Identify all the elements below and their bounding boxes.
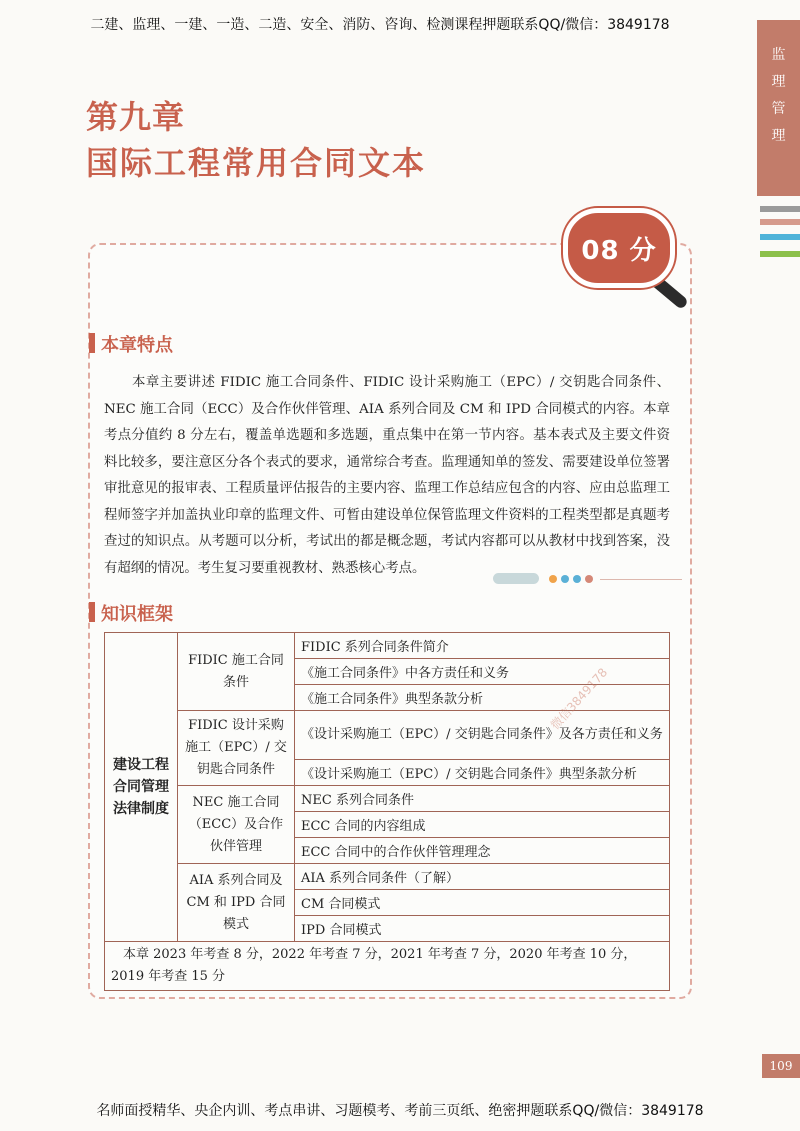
divider-line bbox=[600, 579, 682, 580]
score-badge: 08 分 bbox=[563, 208, 675, 288]
side-tab-char: 理 bbox=[771, 74, 786, 90]
framework-item: ECC 合同的内容组成 bbox=[295, 812, 670, 838]
section-marker-icon bbox=[89, 333, 95, 353]
top-banner: 二建、监理、一建、一造、二造、安全、消防、咨询、检测课程押题联系QQ/微信：3849178 bbox=[90, 17, 670, 33]
framework-group: AIA 系列合同及 CM 和 IPD 合同模式 bbox=[178, 864, 295, 942]
framework-group: NEC 施工合同（ECC）及合作伙伴管理 bbox=[178, 786, 295, 864]
dot-icon bbox=[585, 575, 593, 583]
exam-score-history: 本章 2023 年考查 8 分，2022 年考查 7 分，2021 年考查 7 分，2020 年考查 10 分，2019 年考查 15 分 bbox=[105, 942, 670, 991]
stripe-pink bbox=[760, 219, 800, 225]
side-tab-char: 管 bbox=[771, 101, 786, 117]
framework-item: ECC 合同中的合作伙伴管理理念 bbox=[295, 838, 670, 864]
features-heading: 本章特点 bbox=[101, 335, 173, 356]
chapter-title: 国际工程常用合同文本 bbox=[86, 144, 427, 182]
framework-item: 《设计采购施工（EPC）/ 交钥匙合同条件》典型条款分析 bbox=[295, 760, 670, 786]
table-row bbox=[105, 864, 670, 890]
framework-item: 《施工合同条件》典型条款分析 bbox=[295, 685, 670, 711]
table-row bbox=[105, 942, 670, 991]
framework-group: FIDIC 施工合同条件 bbox=[178, 633, 295, 711]
framework-item: IPD 合同模式 bbox=[295, 916, 670, 942]
table-row bbox=[105, 633, 670, 659]
bottom-banner: 名师面授精华、央企内训、考点串讲、习题模考、考前三页纸、绝密押题联系QQ/微信：3849178 bbox=[96, 1103, 704, 1119]
framework-item: 《设计采购施工（EPC）/ 交钥匙合同条件》及各方责任和义务 bbox=[295, 711, 670, 760]
side-tab-label bbox=[757, 42, 800, 150]
stripe-blue bbox=[760, 234, 800, 240]
table-row bbox=[105, 786, 670, 812]
framework-item: FIDIC 系列合同条件简介 bbox=[295, 633, 670, 659]
dot-icon bbox=[549, 575, 557, 583]
framework-group: FIDIC 设计采购施工（EPC）/ 交钥匙合同条件 bbox=[178, 711, 295, 786]
framework-item: AIA 系列合同条件（了解） bbox=[295, 864, 670, 890]
watermark: 微信3849178 bbox=[547, 665, 611, 733]
page-number: 109 bbox=[762, 1054, 800, 1078]
side-tab bbox=[757, 20, 800, 196]
framework-item: 《施工合同条件》中各方责任和义务 bbox=[295, 659, 670, 685]
side-tab-char: 监 bbox=[771, 47, 786, 63]
chapter-number: 第九章 bbox=[86, 98, 186, 136]
side-tab-char: 理 bbox=[771, 128, 786, 144]
framework-item: NEC 系列合同条件 bbox=[295, 786, 670, 812]
dot-icon bbox=[561, 575, 569, 583]
stripe-green bbox=[760, 251, 800, 257]
framework-heading: 知识框架 bbox=[101, 604, 173, 625]
section-marker-icon bbox=[89, 602, 95, 622]
dot-icon bbox=[573, 575, 581, 583]
note-pill-icon bbox=[493, 573, 539, 584]
stripe-gray bbox=[760, 206, 800, 212]
framework-root: 建设工程合同管理法律制度 bbox=[105, 633, 178, 942]
framework-item: CM 合同模式 bbox=[295, 890, 670, 916]
table-row bbox=[105, 711, 670, 760]
features-paragraph: 本章主要讲述 FIDIC 施工合同条件、FIDIC 设计采购施工（EPC）/ 交钥匙合同条件、NEC 施工合同（ECC）及合作伙伴管理、AIA 系列合同及 CM 和 IPD 合同模式的内容。本章考点分值约 8 分左右，覆盖单选题和多选题，重点集中在第一节内容。基本表式及主要文件资料比较多，要注意区分各个表式的要求，通常综合考查。监理通知单的签发、需要建设单位签署审批意见的报审表、工程质量评估报告的主要内容、监理工作总结应包含的内容、应由总监理工程师签字并加盖执业印章的监理文件、可暂由建设单位保管监理文件资料的工程类型都是真题考查过的知识点。从考题可以分析，考试出的都是概念题，考试内容都可以从教材中找到答案，没有超纲的情况。考生复习要重视教材、熟悉核心考点。 bbox=[104, 375, 670, 576]
